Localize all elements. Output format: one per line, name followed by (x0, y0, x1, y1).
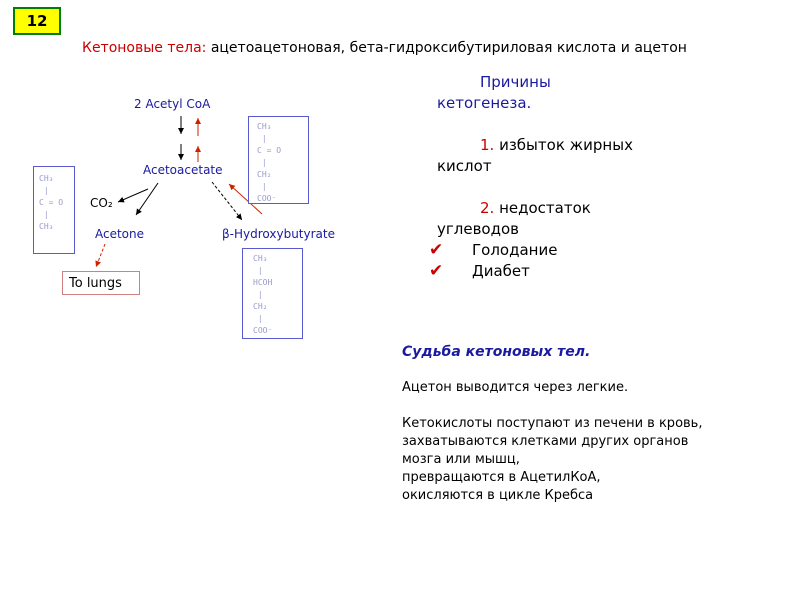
cause-item-1-cont: кислот (437, 157, 492, 175)
structure-acetoacetate: CH₃ | C = O | CH₂ | COO⁻ (257, 122, 282, 203)
arrow-to-acetone (136, 183, 158, 215)
cause-item-1 (437, 135, 697, 156)
to-lungs-box (62, 271, 140, 295)
check-item-fasting (429, 240, 697, 261)
fate-line-1: Ацетон выводится через легкие. (402, 380, 629, 395)
structure-box-acetoacetate (248, 116, 309, 204)
check-item-diabetes (429, 261, 697, 282)
check-item-diabetes-label: Диабет (472, 262, 530, 280)
fate-line-4: мозга или мышц, (402, 452, 520, 467)
slide-number: 12 (26, 12, 48, 30)
structure-box-hydroxybutyrate (242, 248, 303, 339)
title-red-part: Кетоновые тела: (82, 40, 207, 56)
cause-item-2-text: недостаток (494, 199, 591, 217)
causes-heading-2: кетогенеза. (437, 94, 532, 112)
cause-item-2-cont: углеводов (437, 220, 519, 238)
fate-line-3: захватываются клетками других органов (402, 434, 689, 449)
fate-heading: Судьба кетоновых тел. (402, 344, 591, 360)
ketone-fate (402, 343, 762, 505)
fate-line-2: Кетокислоты поступают из печени в кровь, (402, 416, 703, 431)
label-acetoacetate: Acetoacetate (143, 163, 223, 177)
checkmark-icon: ✔ (429, 261, 444, 281)
arrow-to-hydroxybutyrate (212, 182, 242, 220)
cause-item-2-num: 2. (480, 199, 495, 217)
cause-item-1-text: избыток жирных (494, 136, 633, 154)
ketogenesis-causes (429, 72, 697, 282)
fate-line-5: превращаются в АцетилКоА, (402, 470, 601, 485)
check-item-fasting-label: Голодание (472, 241, 558, 259)
label-co2: CO₂ (90, 196, 113, 210)
structure-hydroxybutyrate: CH₃ | HCOH | CH₂ | COO⁻ (253, 254, 273, 335)
structure-box-acetone (33, 166, 75, 254)
arrow-to-lungs (96, 244, 105, 267)
label-hydroxybutyrate: β-Hydroxybutyrate (222, 227, 335, 241)
causes-heading-1: Причины (480, 73, 551, 91)
cause-item-1-num: 1. (480, 136, 495, 154)
label-acetyl-coa: 2 Acetyl CoA (134, 97, 211, 111)
structure-acetone: CH₃ | C = O | CH₃ (39, 174, 64, 231)
arrow-to-co2 (118, 189, 148, 202)
label-acetone: Acetone (95, 227, 145, 241)
to-lungs-label: To lungs (69, 276, 122, 291)
checkmark-icon: ✔ (429, 240, 444, 260)
cause-item-2 (437, 198, 697, 219)
fate-line-6: окисляются в цикле Кребса (402, 488, 594, 503)
title-rest: ацетоацетоновая, бета-гидроксибутириловая кислота и ацетон (206, 40, 687, 56)
